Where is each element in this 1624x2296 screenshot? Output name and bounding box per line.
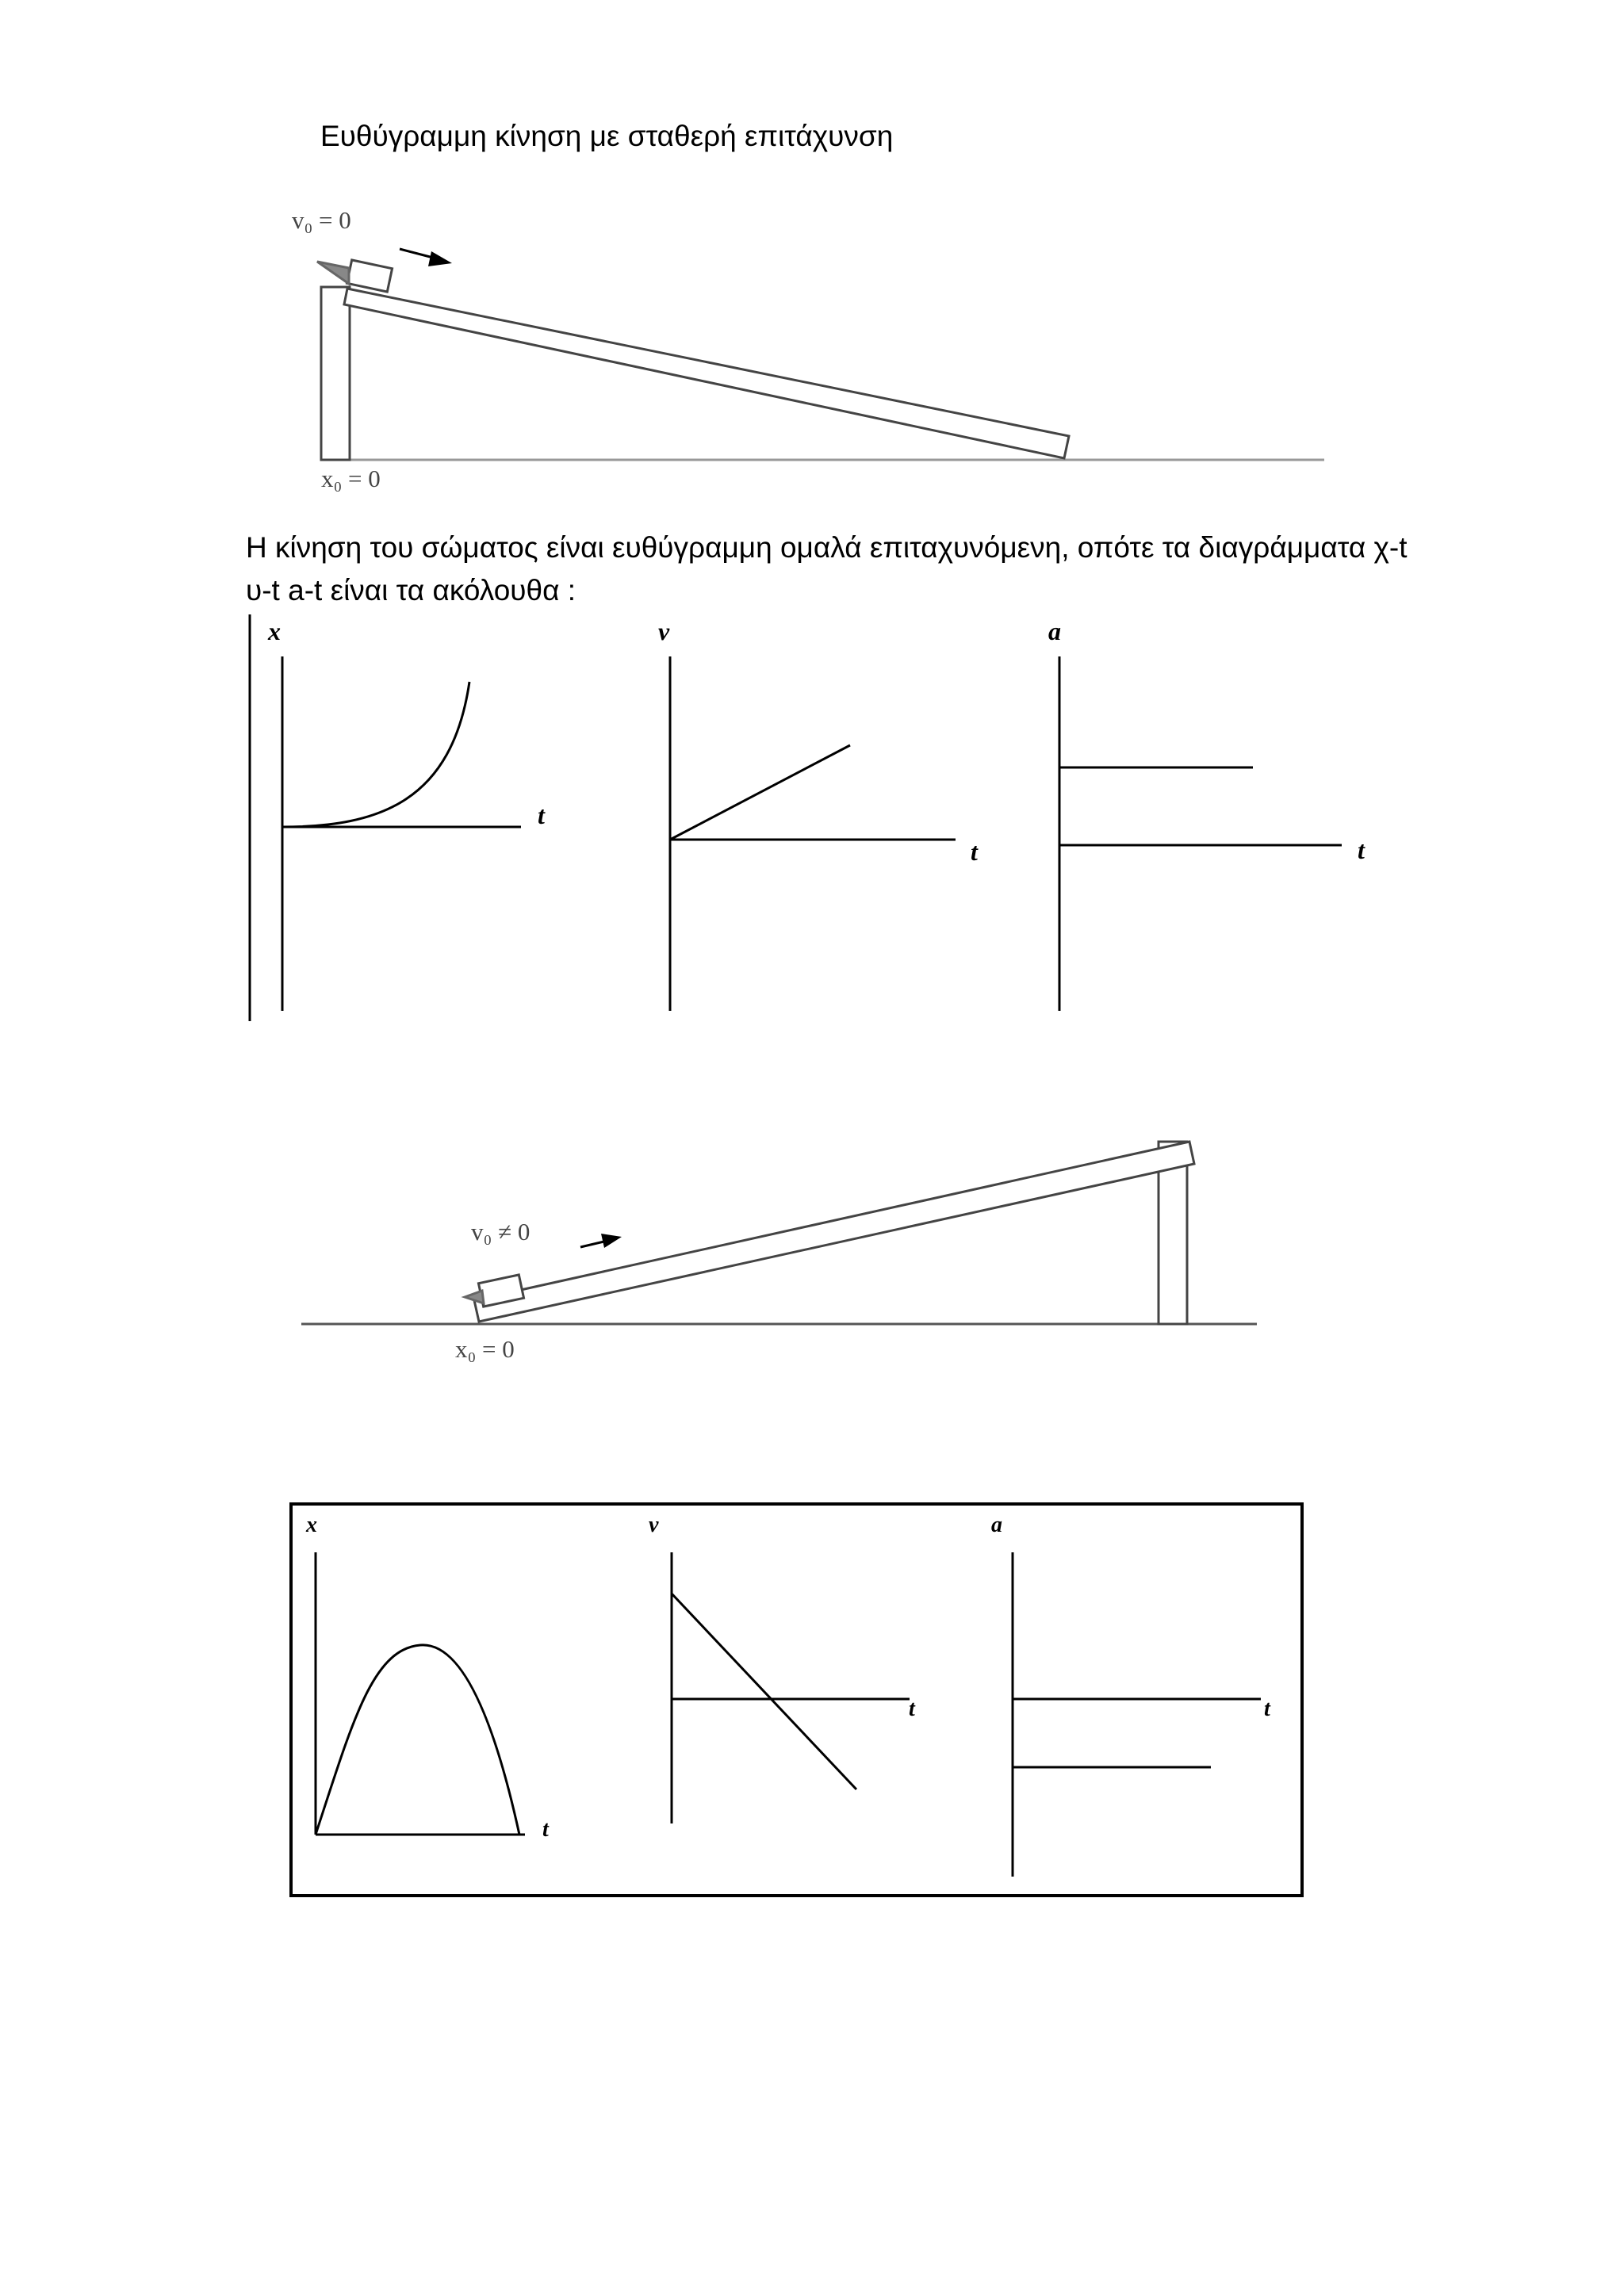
a-t-t-label: t (1264, 1697, 1270, 1721)
a-axis-label: a (991, 1513, 1002, 1537)
x-t-t-label: t (538, 801, 545, 829)
x-axis-label: x (306, 1513, 317, 1537)
description-line-2: υ-t a-t είναι τα ακόλουθα : (246, 574, 576, 607)
v-t-t-label: t (909, 1697, 915, 1721)
v-t-t-label: t (971, 837, 978, 866)
x-t-curve (316, 1645, 519, 1835)
v0-label: v₀ ≠ 0 (471, 1218, 530, 1246)
v-axis-label: v (649, 1513, 659, 1537)
a-t-t-label: t (1358, 836, 1365, 864)
v0-label: v₀ = 0 (292, 206, 351, 234)
description-line-1: Η κίνηση του σώματος είναι ευθύγραμμη ομαλά επιταχυνόμενη, οπότε τα διαγράμματα χ-t (246, 531, 1408, 564)
x-axis-label: x (268, 617, 281, 645)
v-t-line (672, 1594, 856, 1789)
a-axis-label: a (1048, 617, 1061, 645)
v-axis-label: v (658, 617, 670, 645)
page-title: Ευθύγραμμη κίνηση με σταθερή επιτάχυνση (320, 120, 894, 152)
x0-label: x₀ = 0 (321, 465, 381, 492)
x-t-t-label: t (542, 1817, 549, 1842)
x0-label: x₀ = 0 (455, 1335, 515, 1363)
